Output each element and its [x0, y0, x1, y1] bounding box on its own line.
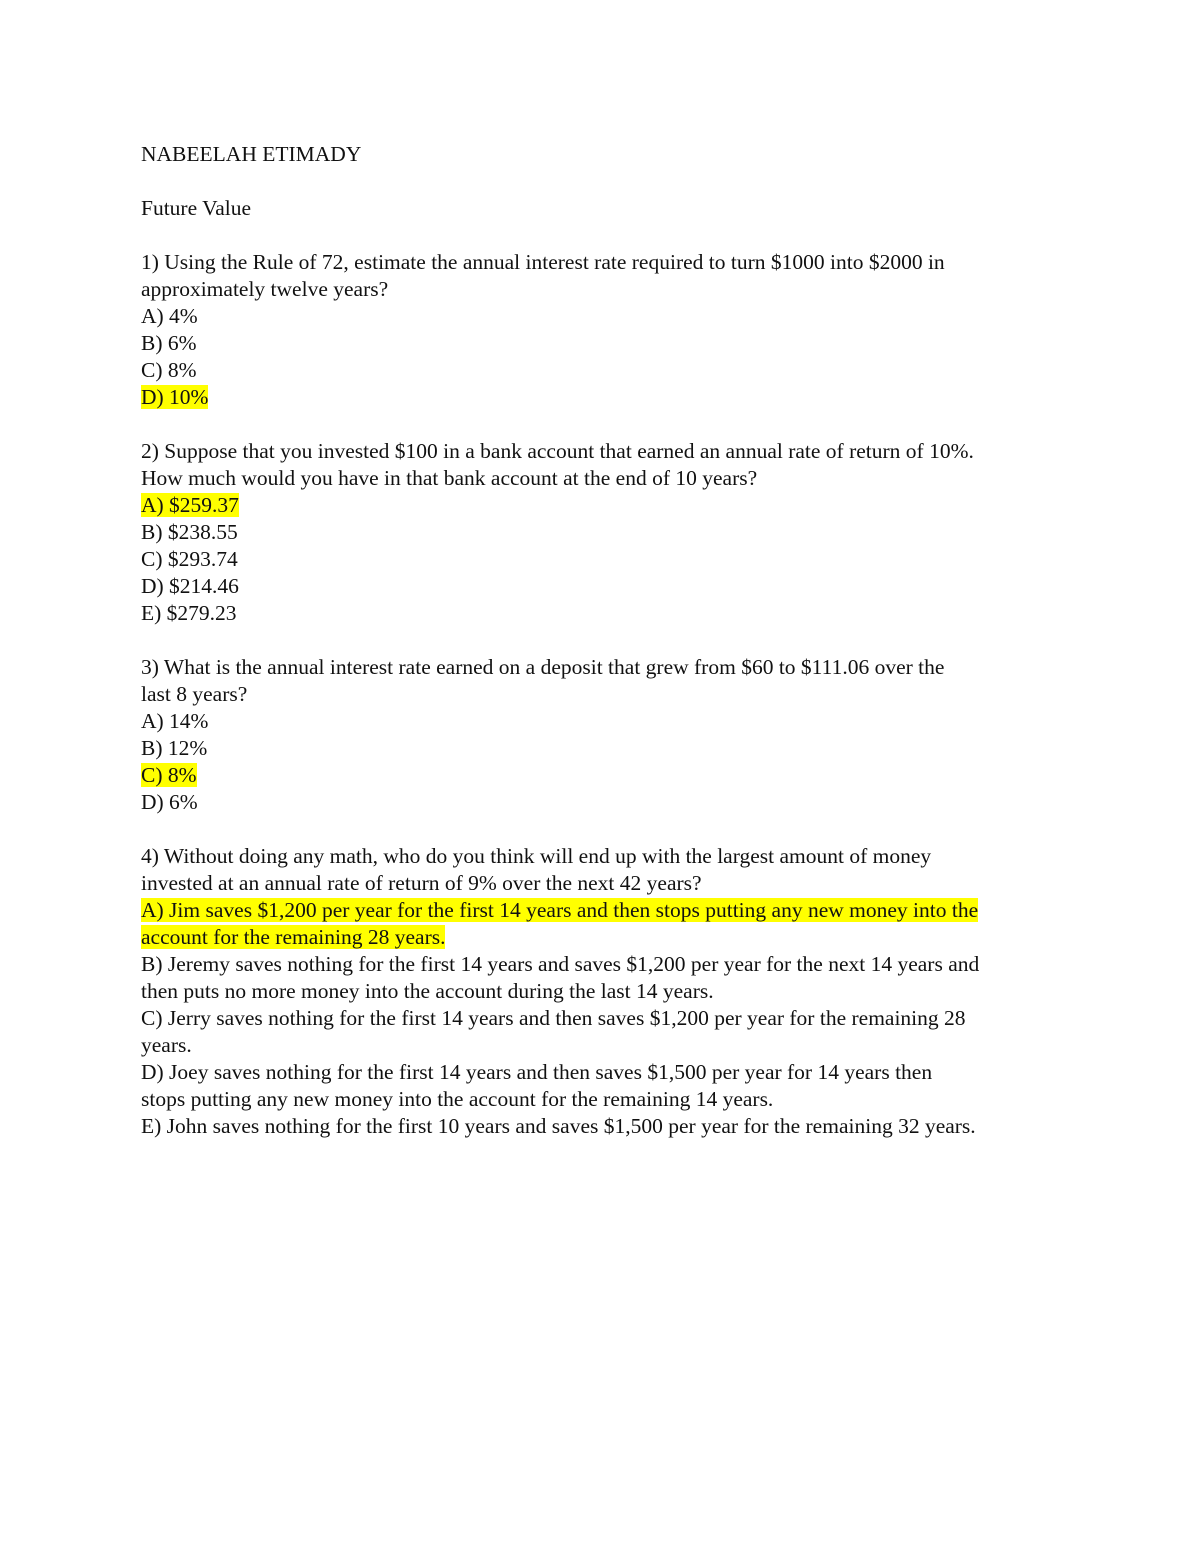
- answer-option: [141, 951, 1071, 978]
- answer-option-text: E) John saves nothing for the first 10 years and saves $1,500 per year for the remaining 32 years.: [141, 1114, 976, 1138]
- answer-option: [141, 978, 1071, 1005]
- answer-option-text: C) Jerry saves nothing for the first 14 years and then saves $1,200 per year for the remaining 28: [141, 1006, 966, 1030]
- answer-option: [141, 1086, 1071, 1113]
- answer-option-text: stops putting any new money into the account for the remaining 14 years.: [141, 1087, 774, 1111]
- answer-option-text: E) $279.23: [141, 601, 237, 625]
- document-body: [141, 141, 1071, 1140]
- answer-option-text: B) $238.55: [141, 520, 238, 544]
- document-title: Future Value: [141, 196, 252, 220]
- question-prompt: 4) Without doing any math, who do you think will end up with the largest amount of money: [141, 844, 932, 868]
- answer-option-text: C) $293.74: [141, 547, 238, 571]
- answer-option-text: D) Joey saves nothing for the first 14 years and then saves $1,500 per year for 14 years then: [141, 1060, 933, 1084]
- author-name: NABEELAH ETIMADY: [141, 142, 362, 166]
- answer-option-text: B) 6%: [141, 331, 197, 355]
- answer-option-text: D) 10%: [141, 385, 209, 409]
- answer-option-text: D) 6%: [141, 790, 198, 814]
- answer-option: [141, 303, 1071, 330]
- answer-option-text: A) 14%: [141, 709, 209, 733]
- question-prompt: invested at an annual rate of return of 9% over the next 42 years?: [141, 871, 702, 895]
- answer-option: [141, 1059, 1071, 1086]
- answer-option: [141, 708, 1071, 735]
- question-3: [141, 654, 1071, 816]
- answer-option: [141, 1005, 1071, 1032]
- answer-option-text: A) 4%: [141, 304, 198, 328]
- question-list: [141, 249, 1071, 1140]
- answer-option-correct: [141, 897, 1071, 924]
- spacer: [141, 627, 1071, 654]
- answer-option: [141, 735, 1071, 762]
- answer-option: [141, 1032, 1071, 1059]
- question-4: [141, 843, 1071, 1140]
- answer-option: [141, 519, 1071, 546]
- question-prompt: 1) Using the Rule of 72, estimate the annual interest rate required to turn $1000 into $2000 in: [141, 250, 945, 274]
- answer-option: [141, 330, 1071, 357]
- question-prompt: 3) What is the annual interest rate earned on a deposit that grew from $60 to $111.06 over the: [141, 655, 945, 679]
- question-prompt: How much would you have in that bank account at the end of 10 years?: [141, 466, 758, 490]
- question-prompt: last 8 years?: [141, 682, 248, 706]
- answer-option: [141, 600, 1071, 627]
- answer-option-text: account for the remaining 28 years.: [141, 925, 446, 949]
- answer-option: [141, 789, 1071, 816]
- question-2: [141, 438, 1071, 627]
- answer-option-text: A) Jim saves $1,200 per year for the first 14 years and then stops putting any new money into the: [141, 898, 979, 922]
- spacer: [141, 411, 1071, 438]
- answer-option-text: D) $214.46: [141, 574, 239, 598]
- answer-option-correct: [141, 384, 1071, 411]
- question-prompt: approximately twelve years?: [141, 277, 389, 301]
- answer-option-correct: [141, 762, 1071, 789]
- answer-option: [141, 1113, 1071, 1140]
- answer-option-text: then puts no more money into the account during the last 14 years.: [141, 979, 714, 1003]
- answer-option: [141, 546, 1071, 573]
- spacer: [141, 816, 1071, 843]
- answer-option-text: B) Jeremy saves nothing for the first 14 years and saves $1,200 per year for the next 14 years and: [141, 952, 980, 976]
- answer-option-correct: [141, 924, 1071, 951]
- answer-option-correct: [141, 492, 1071, 519]
- question-1: [141, 249, 1071, 411]
- spacer: [141, 168, 1071, 195]
- question-prompt: 2) Suppose that you invested $100 in a bank account that earned an annual rate of return of 10%.: [141, 439, 974, 463]
- answer-option-text: A) $259.37: [141, 493, 239, 517]
- answer-option: [141, 357, 1071, 384]
- answer-option-text: C) 8%: [141, 763, 197, 787]
- answer-option-text: years.: [141, 1033, 192, 1057]
- answer-option-text: B) 12%: [141, 736, 208, 760]
- spacer: [141, 222, 1071, 249]
- answer-option: [141, 573, 1071, 600]
- answer-option-text: C) 8%: [141, 358, 197, 382]
